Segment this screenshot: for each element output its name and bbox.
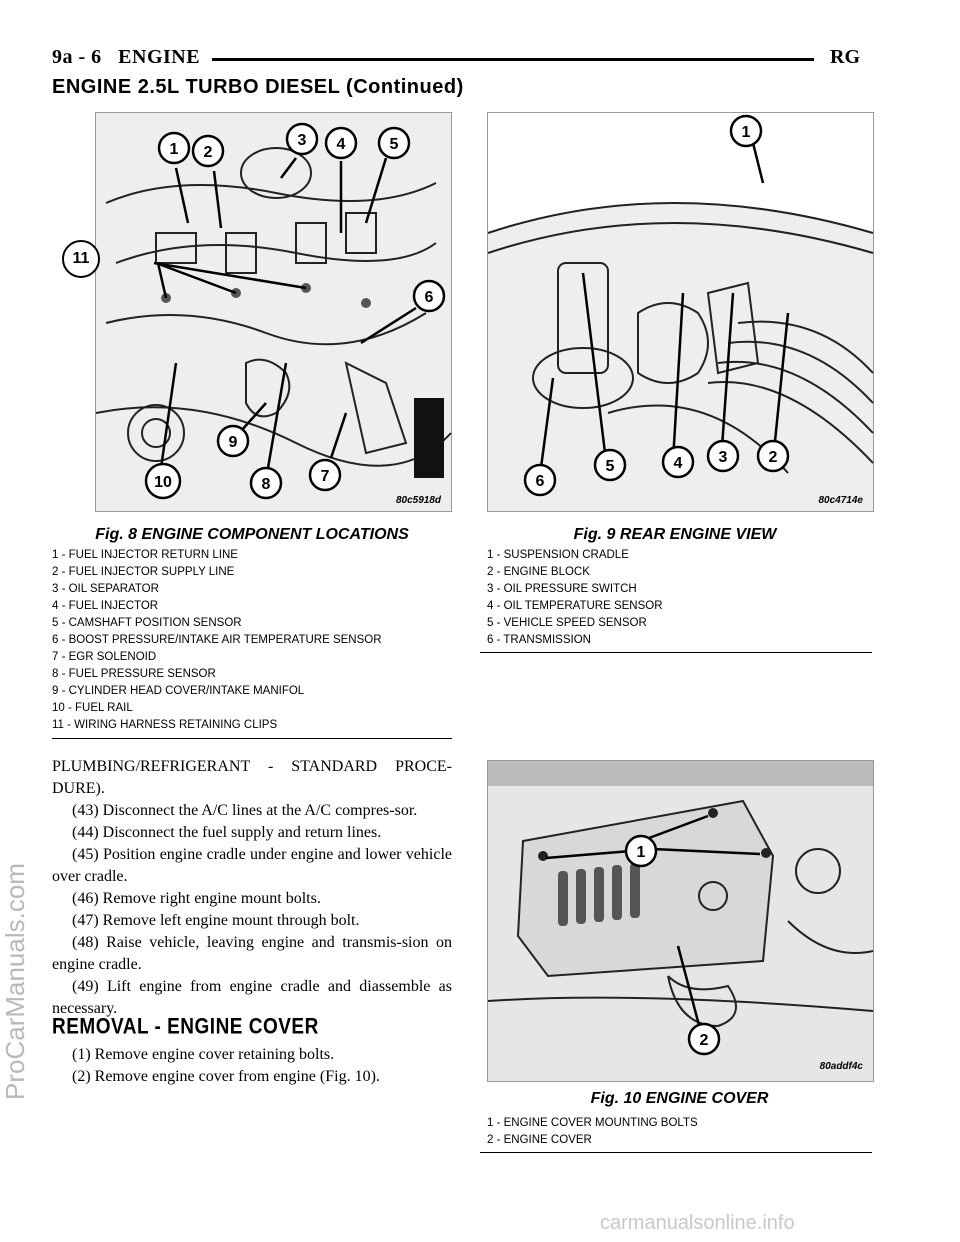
fig9-callout-3 [708,441,738,471]
legend-item: 2 - FUEL INJECTOR SUPPLY LINE [52,566,235,578]
fig10-code: 80addf4c [819,1061,863,1072]
fig8-rule [52,738,452,739]
removal-steps [52,1044,452,1088]
callout-11-badge: 11 [62,240,100,278]
legend-item: 3 - OIL PRESSURE SWITCH [487,583,637,595]
paragraph: (47) Remove left engine mount through bolt. [72,912,360,929]
section-name: ENGINE [118,46,201,68]
paragraph: (49) Lift engine from engine cradle and diassemble as necessary. [52,978,452,1017]
svg-text:3: 3 [297,132,307,149]
paragraph: (45) Position engine cradle under engine and lower vehicle over cradle. [52,846,452,885]
callout-1 [159,133,189,163]
fig9-callout-5 [595,450,625,480]
fig9-title: Fig. 9 REAR ENGINE VIEW [573,526,777,543]
legend-item: 2 - ENGINE BLOCK [487,566,590,578]
legend-item: 7 - EGR SOLENOID [52,651,157,663]
legend-item: 3 - OIL SEPARATOR [52,583,159,595]
fig9-callout-1 [731,116,761,146]
removal-heading: REMOVAL - ENGINE COVER [52,1015,319,1040]
fig10-legend [487,1115,872,1149]
legend-item: 4 - FUEL INJECTOR [52,600,159,612]
fig8-title: Fig. 8 ENGINE COMPONENT LOCATIONS [95,526,409,543]
svg-text:1: 1 [636,844,646,861]
svg-text:10: 10 [154,474,172,491]
svg-text:3: 3 [718,449,728,466]
fig9-image [487,112,874,512]
step: (2) Remove engine cover from engine (Fig. 10). [72,1068,380,1085]
fig10-image [487,760,874,1082]
legend-item: 8 - FUEL PRESSURE SENSOR [52,668,216,680]
page-title: ENGINE 2.5L TURBO DIESEL (Continued) [52,76,464,98]
callout-6 [414,281,444,311]
legend-item: 2 - ENGINE COVER [487,1134,592,1146]
fig9-callout-6 [525,465,555,495]
legend-item: 6 - TRANSMISSION [487,634,591,646]
step: (1) Remove engine cover retaining bolts. [72,1046,335,1063]
fig10-rule [480,1152,872,1153]
rear-engine-illustration [488,113,873,511]
footer-watermark: carmanualsonline.info [600,1212,795,1234]
svg-text:5: 5 [389,136,399,153]
svg-text:7: 7 [320,468,330,485]
legend-item: 6 - BOOST PRESSURE/INTAKE AIR TEMPERATURE SENSOR [52,634,382,646]
fig8-image [95,112,467,512]
svg-text:9: 9 [228,434,238,451]
paragraph: (44) Disconnect the fuel supply and return lines. [72,824,382,841]
svg-text:6: 6 [535,473,545,490]
engine-components-illustration [96,113,467,511]
legend-item: 10 - FUEL RAIL [52,702,133,714]
fig9-rule [480,652,872,653]
callout-5 [379,128,409,158]
legend-item: 4 - OIL TEMPERATURE SENSOR [487,600,663,612]
callout-4 [326,128,356,158]
fig10-title: Fig. 10 ENGINE COVER [590,1090,769,1107]
callout-10 [146,464,180,498]
legend-item: 9 - CYLINDER HEAD COVER/INTAKE MANIFOL [52,685,305,697]
fig9-callout-2 [758,441,788,471]
engine-cover-illustration [488,761,873,1081]
legend-item: 5 - VEHICLE SPEED SENSOR [487,617,647,629]
fig10-callout-2 [689,1024,719,1054]
fig10-callout-1 [626,836,656,866]
callout-9 [218,426,248,456]
legend-item: 1 - FUEL INJECTOR RETURN LINE [52,549,238,561]
legend-item: 1 - ENGINE COVER MOUNTING BOLTS [487,1117,698,1129]
svg-text:2: 2 [203,144,213,161]
fig9-callout-4 [663,447,693,477]
model-code: RG [830,46,860,68]
svg-text:2: 2 [699,1032,709,1049]
fig8-code: 80c5918d [395,495,441,506]
callout-3 [287,124,317,154]
paragraph: (48) Raise vehicle, leaving engine and transmis-sion on engine cradle. [52,934,452,973]
svg-text:8: 8 [261,476,271,493]
svg-text:4: 4 [336,136,346,153]
paragraph: PLUMBING/REFRIGERANT - STANDARD PROCE-DURE). [52,758,452,797]
procedure-text [52,756,452,1020]
legend-item: 1 - SUSPENSION CRADLE [487,549,629,561]
svg-text:6: 6 [424,289,434,306]
svg-text:1: 1 [741,124,751,141]
svg-text:2: 2 [768,449,778,466]
legend-item: 11 - WIRING HARNESS RETAINING CLIPS [52,719,278,731]
fig8-legend [52,547,452,734]
page-number: 9a - 6 ENGINE [52,46,201,68]
svg-text:5: 5 [605,458,615,475]
callout-8 [251,468,281,498]
legend-item: 5 - CAMSHAFT POSITION SENSOR [52,617,242,629]
paragraph: (46) Remove right engine mount bolts. [72,890,321,907]
paragraph: (43) Disconnect the A/C lines at the A/C compres-sor. [72,802,418,819]
fwd-label: FWD [450,428,467,465]
fig9-legend [487,547,872,649]
header-rule [212,58,814,61]
callout-2 [193,136,223,166]
svg-text:1: 1 [169,141,179,158]
svg-text:4: 4 [673,455,683,472]
side-watermark: ProCarManuals.com [0,863,30,1100]
fig9-code: 80c4714e [818,495,863,506]
callout-7 [310,460,340,490]
